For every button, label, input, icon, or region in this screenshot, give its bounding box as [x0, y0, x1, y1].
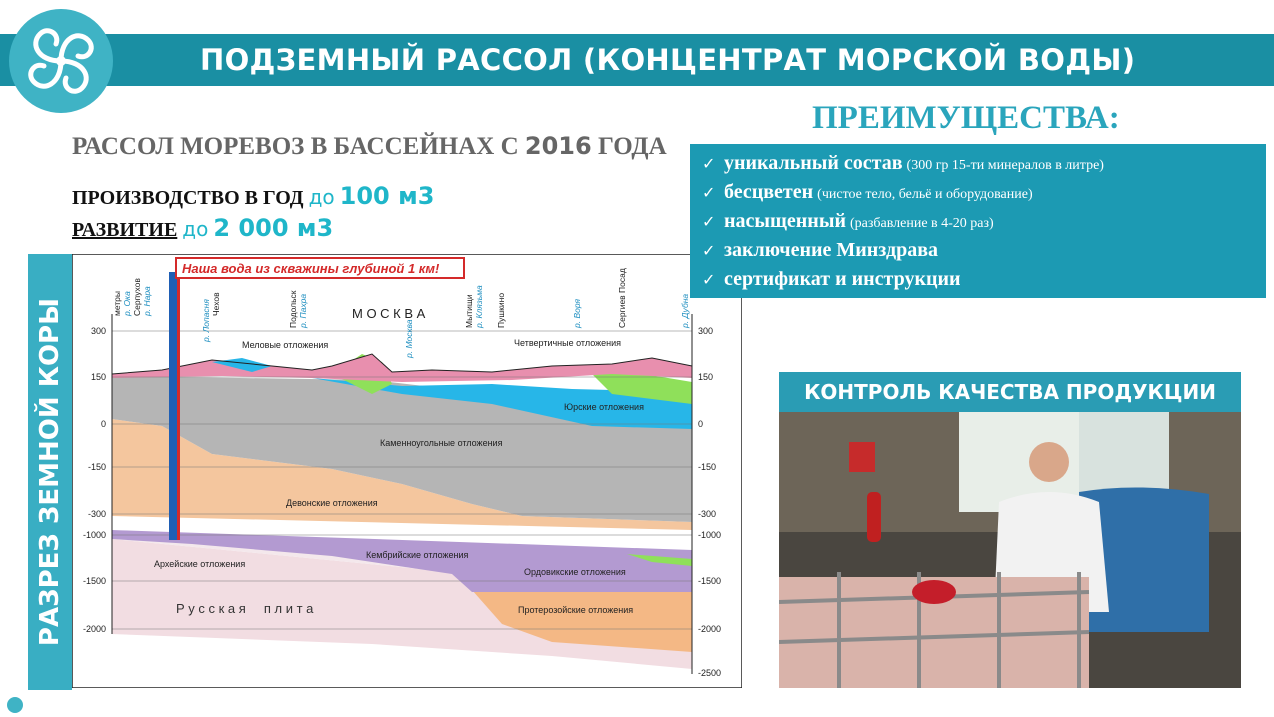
- left-tick: 0: [100, 419, 106, 429]
- top-label: Чехов: [211, 292, 221, 316]
- side-label-box: [28, 254, 72, 690]
- top-label: метры: [112, 290, 122, 316]
- right-tick: -2000: [698, 624, 722, 634]
- top-label: р. Дубна: [680, 293, 690, 328]
- layer-label-cambrian: Кембрийские отложения: [366, 550, 469, 560]
- layer-label-devonian: Девонские отложения: [286, 498, 378, 508]
- advantage-item: ✓ сертификат и инструкции: [690, 265, 1266, 294]
- right-tick: -150: [698, 462, 717, 472]
- development-label: РАЗВИТИЕ: [72, 219, 178, 241]
- layer-label-platform: Р у с с к а я п л и т а: [176, 601, 314, 616]
- top-label: р. Воря: [572, 298, 582, 328]
- top-label: Сергиев Посад: [617, 268, 627, 328]
- top-label: р. Ока: [122, 291, 132, 316]
- advantage-item: ✓ насыщенный (разбавление в 4-20 раз): [690, 207, 1266, 236]
- brand-logo-small: [6, 696, 24, 714]
- city-label: М О С К В А: [352, 306, 426, 321]
- top-label: р. Пахра: [298, 293, 308, 328]
- check-icon: ✓: [702, 270, 716, 289]
- top-label: р. Лопасня: [201, 299, 211, 342]
- top-label: р. Клязьма: [474, 285, 484, 328]
- top-label: Серпухов: [132, 278, 142, 316]
- quality-control-title: КОНТРОЛЬ КАЧЕСТВА ПРОДУКЦИИ: [779, 372, 1241, 412]
- production-label: ПРОИЗВОДСТВО В ГОД: [72, 187, 304, 209]
- right-tick: -300: [698, 509, 717, 519]
- left-tick: 150: [90, 372, 106, 382]
- right-tick: -1000: [698, 530, 722, 540]
- top-label: Пушкино: [496, 292, 506, 328]
- layer-label-carboniferous: Каменноугольные отложения: [380, 438, 503, 448]
- advantage-item: ✓ уникальный состав (300 гр 15-ти минералов в литре): [690, 149, 1266, 178]
- check-icon: ✓: [702, 241, 716, 260]
- top-label: р. Нара: [142, 286, 152, 316]
- layer-label-jurassic: Юрские отложения: [564, 402, 644, 412]
- advantages-title: ПРЕИМУЩЕСТВА:: [812, 100, 1120, 136]
- quality-control-photo: [779, 412, 1241, 688]
- check-icon: ✓: [702, 183, 716, 202]
- left-tick: -1500: [82, 576, 106, 586]
- advantage-item: ✓ заключение Минздрава: [690, 236, 1266, 265]
- top-label: Подольск: [288, 290, 298, 328]
- left-tick: -1000: [82, 530, 106, 540]
- development-line: [72, 214, 333, 242]
- layer-label-ordovician: Ордовикские отложения: [524, 567, 626, 577]
- development-prefix: до: [182, 217, 209, 241]
- geological-cross-section: [72, 254, 742, 688]
- advantage-item: ✓ бесцветен (чистое тело, бельё и оборудование): [690, 178, 1266, 207]
- right-tick: 300: [698, 326, 714, 336]
- well-shaft: [169, 272, 177, 540]
- production-line: [72, 182, 434, 210]
- left-tick: 300: [90, 326, 106, 336]
- page-title: ПОДЗЕМНЫЙ РАССОЛ (КОНЦЕНТРАТ МОРСКОЙ ВОДЫ): [200, 43, 1136, 77]
- left-tick: -300: [87, 509, 106, 519]
- left-tick: -2000: [82, 624, 106, 634]
- advantages-box: [690, 144, 1266, 298]
- top-label: р. Москва: [404, 319, 414, 358]
- right-tick: 150: [698, 372, 714, 382]
- check-icon: ✓: [702, 154, 716, 173]
- side-label-text: РАЗРЕЗ ЗЕМНОЙ КОРЫ: [35, 297, 65, 647]
- right-tick: -2500: [698, 668, 722, 678]
- brand-logo: [8, 8, 114, 114]
- right-tick: 0: [698, 419, 704, 429]
- production-prefix: до: [308, 185, 335, 209]
- well-banner: Наша вода из скважины глубиной 1 км!: [182, 261, 440, 276]
- left-tick: -150: [87, 462, 106, 472]
- production-value: 100 м3: [339, 182, 435, 210]
- top-label: Мытищи: [464, 294, 474, 328]
- development-value: 2 000 м3: [213, 214, 334, 242]
- layer-label-archean: Архейские отложения: [154, 559, 246, 569]
- layer-label-proterozoic: Протерозойские отложения: [518, 605, 634, 615]
- right-tick: -1500: [698, 576, 722, 586]
- layer-label-quaternary: Четвертичные отложения: [514, 338, 621, 348]
- subtitle: РАССОЛ МОРЕВОЗ В БАССЕЙНАХ С 2016 ГОДА: [72, 132, 667, 160]
- check-icon: ✓: [702, 212, 716, 231]
- layer-label-chalk: Меловые отложения: [242, 340, 329, 350]
